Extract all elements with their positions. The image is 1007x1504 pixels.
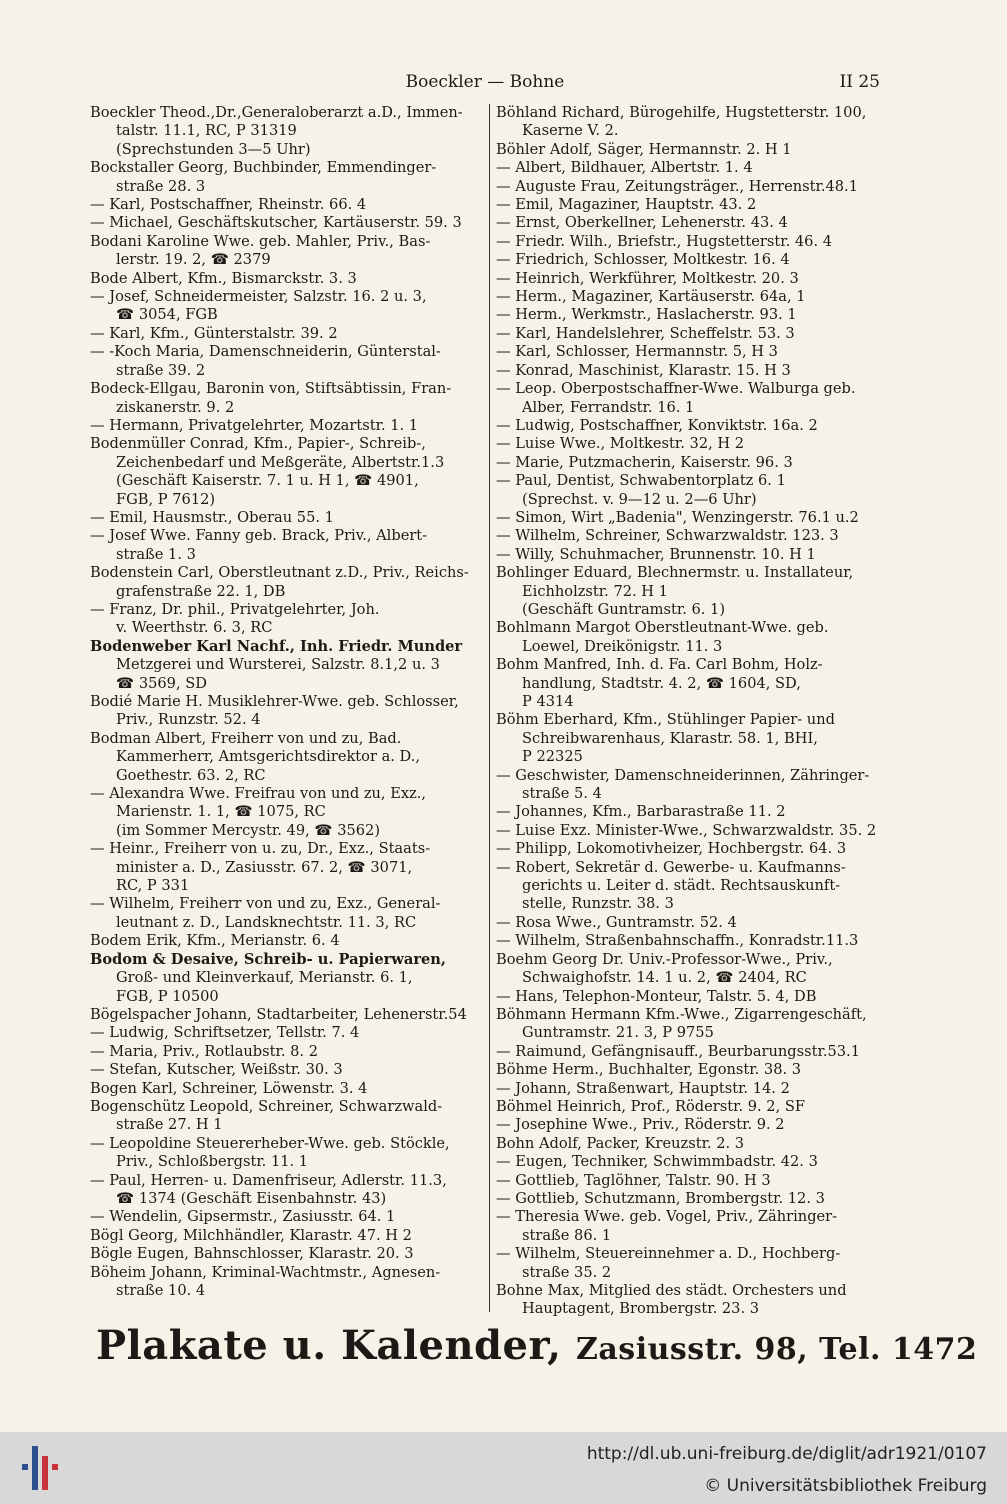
entry-continuation: (Geschäft Kaiserstr. 7. 1 u. H 1, ☎ 4901, bbox=[116, 472, 419, 490]
entry-continuation: straße 5. 4 bbox=[522, 785, 602, 803]
directory-entry bbox=[90, 1264, 484, 1301]
entry-line: — Eugen, Techniker, Schwimmbadstr. 42. 3 bbox=[496, 1153, 818, 1171]
entry-line: Bodani Karoline Wwe. geb. Mahler, Priv., Bas- bbox=[90, 232, 431, 250]
entry-line: Bogenschütz Leopold, Schreiner, Schwarzwald- bbox=[90, 1097, 443, 1115]
entry-continuation: FGB, P 10500 bbox=[116, 987, 219, 1005]
entry-continuation: ☎ 3569, SD bbox=[116, 674, 207, 692]
directory-entry bbox=[496, 840, 880, 858]
advert-address: Zasiusstr. 98, Tel. 1472 bbox=[575, 1332, 978, 1367]
entry-continuation: minister a. D., Zasiusstr. 67. 2, ☎ 3071, bbox=[116, 858, 413, 876]
directory-entry bbox=[496, 527, 880, 545]
directory-entry bbox=[496, 214, 880, 232]
entry-line: Bodom & Desaive, Schreib- u. Papierwaren, bbox=[90, 950, 446, 968]
directory-entry bbox=[496, 546, 880, 564]
directory-entry bbox=[90, 840, 484, 895]
entry-line: Bode Albert, Kfm., Bismarckstr. 3. 3 bbox=[90, 269, 357, 287]
directory-entry bbox=[90, 932, 484, 950]
entry-line: Bögle Eugen, Bahnschlosser, Klarastr. 20. 3 bbox=[90, 1245, 414, 1263]
directory-entry bbox=[496, 270, 880, 288]
entry-line: Bodenstein Carl, Oberstleutnant z.D., Priv., Reichs- bbox=[90, 564, 469, 582]
directory-entry bbox=[496, 564, 880, 619]
entry-line: — Herm., Magaziner, Kartäuserstr. 64a, 1 bbox=[496, 288, 806, 306]
directory-entry bbox=[496, 822, 880, 840]
directory-entry bbox=[496, 325, 880, 343]
entry-line: Bohlmann Margot Oberstleutnant-Wwe. geb. bbox=[496, 619, 829, 637]
directory-entry bbox=[496, 1043, 880, 1061]
directory-entry bbox=[496, 288, 880, 306]
directory-entry bbox=[90, 1227, 484, 1245]
entry-continuation: (Sprechstunden 3—5 Uhr) bbox=[116, 140, 311, 158]
directory-entry bbox=[496, 767, 880, 804]
directory-entry bbox=[90, 601, 484, 638]
entry-line: Bögl Georg, Milchhändler, Klarastr. 47. H 2 bbox=[90, 1226, 412, 1244]
right-column bbox=[496, 104, 880, 1319]
library-logo-icon bbox=[18, 1442, 68, 1494]
entry-line: — Emil, Magaziner, Hauptstr. 43. 2 bbox=[496, 196, 757, 214]
entry-line: — Gottlieb, Taglöhner, Talstr. 90. H 3 bbox=[496, 1171, 771, 1189]
entry-line: — Karl, Postschaffner, Rheinstr. 66. 4 bbox=[90, 196, 367, 214]
directory-entry bbox=[496, 951, 880, 988]
entry-line: Böhme Herm., Buchhalter, Egonstr. 38. 3 bbox=[496, 1061, 802, 1079]
directory-entry bbox=[496, 859, 880, 914]
entry-continuation: Schwaighofstr. 14. 1 u. 2, ☎ 2404, RC bbox=[522, 969, 807, 987]
entry-continuation: Kammerherr, Amtsgerichtsdirektor a. D., bbox=[116, 748, 421, 766]
entry-continuation: RC, P 331 bbox=[116, 877, 190, 895]
entry-line: — Josephine Wwe., Priv., Röderstr. 9. 2 bbox=[496, 1116, 785, 1134]
directory-entry bbox=[496, 1006, 880, 1043]
entry-line: Bodeck-Ellgau, Baronin von, Stiftsäbtissin, Fran- bbox=[90, 380, 452, 398]
entry-line: — Luise Exz. Minister-Wwe., Schwarzwaldstr. 35. 2 bbox=[496, 821, 877, 839]
directory-entry bbox=[496, 1282, 880, 1319]
entry-line: — Paul, Dentist, Schwabentorplatz 6. 1 bbox=[496, 472, 786, 490]
advert-main: Plakate u. Kalender, bbox=[96, 1322, 562, 1369]
entry-continuation: leutnant z. D., Landsknechtstr. 11. 3, RC bbox=[116, 913, 417, 931]
entry-continuation: FGB, P 7612) bbox=[116, 490, 216, 508]
entry-line: Boeckler Theod.,Dr.,Generaloberarzt a.D., Immen- bbox=[90, 104, 463, 121]
directory-entry bbox=[496, 1245, 880, 1282]
entry-line: Bodenmüller Conrad, Kfm., Papier-, Schreib-, bbox=[90, 435, 426, 453]
entry-line: — Wendelin, Gipsermstr., Zasiusstr. 64. 1 bbox=[90, 1208, 396, 1226]
directory-entry bbox=[90, 527, 484, 564]
entry-continuation: Marienstr. 1. 1, ☎ 1075, RC bbox=[116, 803, 326, 821]
entry-line: — Paul, Herren- u. Damenfriseur, Adlerstr. 11.3, bbox=[90, 1171, 447, 1189]
entry-continuation: Guntramstr. 21. 3, P 9755 bbox=[522, 1024, 714, 1042]
entry-line: — Karl, Schlosser, Hermannstr. 5, H 3 bbox=[496, 343, 778, 361]
directory-entry bbox=[90, 1172, 484, 1209]
directory-entry bbox=[90, 730, 484, 785]
directory-entry bbox=[496, 454, 880, 472]
directory-entry bbox=[90, 1135, 484, 1172]
entry-line: — Marie, Putzmacherin, Kaiserstr. 96. 3 bbox=[496, 453, 793, 471]
entry-continuation: straße 10. 4 bbox=[116, 1282, 206, 1299]
entry-continuation: Kaserne V. 2. bbox=[522, 122, 619, 140]
entry-line: Bodié Marie H. Musiklehrer-Wwe. geb. Schlosser, bbox=[90, 693, 459, 710]
entry-line: Boehm Georg Dr. Univ.-Professor-Wwe., Priv., bbox=[496, 950, 833, 968]
entry-line: — Heinrich, Werkführer, Moltkestr. 20. 3 bbox=[496, 269, 799, 287]
directory-entry bbox=[90, 1043, 484, 1061]
entry-continuation: straße 1. 3 bbox=[116, 545, 196, 563]
entry-continuation: Eichholzstr. 72. H 1 bbox=[522, 582, 668, 600]
entry-line: Bohlinger Eduard, Blechnermstr. u. Installateur, bbox=[496, 564, 854, 582]
page-header bbox=[90, 72, 880, 96]
entry-line: Bodenweber Karl Nachf., Inh. Friedr. Munder bbox=[90, 637, 463, 655]
directory-entry bbox=[496, 914, 880, 932]
directory-entry bbox=[90, 1024, 484, 1042]
entry-line: — Ludwig, Schriftsetzer, Tellstr. 7. 4 bbox=[90, 1024, 360, 1042]
directory-entry bbox=[90, 159, 484, 196]
entry-continuation: Goethestr. 63. 2, RC bbox=[116, 766, 266, 784]
entry-line: — Willy, Schuhmacher, Brunnenstr. 10. H 1 bbox=[496, 545, 816, 563]
entry-line: Bögelspacher Johann, Stadtarbeiter, Lehenerstr.54 bbox=[90, 1005, 467, 1023]
entry-continuation: Schreibwarenhaus, Klarastr. 58. 1, BHI, bbox=[522, 729, 818, 747]
entry-line: — Rosa Wwe., Guntramstr. 52. 4 bbox=[496, 913, 737, 931]
directory-entry bbox=[496, 343, 880, 361]
entry-continuation: gerichts u. Leiter d. städt. Rechtsauskunft- bbox=[522, 877, 841, 895]
directory-entry bbox=[90, 564, 484, 601]
directory-entry bbox=[90, 233, 484, 270]
directory-entry bbox=[496, 1190, 880, 1208]
entry-line: — Ernst, Oberkellner, Lehenerstr. 43. 4 bbox=[496, 214, 788, 232]
entry-line: Bodman Albert, Freiherr von und zu, Bad. bbox=[90, 729, 402, 747]
directory-entry bbox=[90, 1006, 484, 1024]
entry-continuation: lerstr. 19. 2, ☎ 2379 bbox=[116, 251, 271, 269]
entry-line: Bohne Max, Mitglied des städt. Orchesters und bbox=[496, 1282, 847, 1299]
entry-line: — Maria, Priv., Rotlaubstr. 8. 2 bbox=[90, 1042, 318, 1060]
entry-continuation: (im Sommer Mercystr. 49, ☎ 3562) bbox=[116, 821, 381, 839]
entry-line: — Raimund, Gefängnisauff., Beurbarungsstr.53.1 bbox=[496, 1042, 860, 1060]
directory-entry bbox=[496, 1208, 880, 1245]
directory-entry bbox=[496, 472, 880, 509]
entry-continuation: P 4314 bbox=[522, 693, 574, 710]
directory-entry bbox=[496, 1080, 880, 1098]
directory-entry bbox=[496, 1116, 880, 1134]
entry-line: — Heinr., Freiherr von u. zu, Dr., Exz., Staats- bbox=[90, 840, 431, 858]
entry-line: — Friedr. Wilh., Briefstr., Hugstetterstr. 46. 4 bbox=[496, 232, 833, 250]
directory-entry bbox=[496, 1061, 880, 1079]
entry-line: — Auguste Frau, Zeitungsträger., Herrenstr.48.1 bbox=[496, 177, 858, 195]
entry-continuation: straße 35. 2 bbox=[522, 1263, 612, 1281]
entry-continuation: v. Weerthstr. 6. 3, RC bbox=[116, 619, 273, 637]
directory-entry bbox=[496, 233, 880, 251]
entry-line: — Josef, Schneidermeister, Salzstr. 16. 2 u. 3, bbox=[90, 288, 427, 306]
entry-line: — Albert, Bildhauer, Albertstr. 1. 4 bbox=[496, 159, 753, 177]
entry-continuation: grafenstraße 22. 1, DB bbox=[116, 582, 286, 600]
entry-line: — Karl, Kfm., Günterstalstr. 39. 2 bbox=[90, 324, 338, 342]
directory-entry bbox=[90, 895, 484, 932]
entry-line: — Wilhelm, Schreiner, Schwarzwaldstr. 123. 3 bbox=[496, 527, 839, 545]
entry-line: — Philipp, Lokomotivheizer, Hochbergstr. 64. 3 bbox=[496, 840, 847, 858]
directory-entry bbox=[90, 435, 484, 509]
entry-continuation: Priv., Schloßbergstr. 11. 1 bbox=[116, 1153, 309, 1171]
directory-entry bbox=[90, 325, 484, 343]
directory-entry bbox=[90, 380, 484, 417]
directory-entry bbox=[90, 1061, 484, 1079]
directory-entry bbox=[496, 380, 880, 417]
entry-continuation: (Geschäft Guntramstr. 6. 1) bbox=[522, 600, 726, 618]
entry-line: — Robert, Sekretär d. Gewerbe- u. Kaufmanns- bbox=[496, 858, 846, 876]
directory-entry bbox=[90, 951, 484, 1006]
entry-line: Böhmel Heinrich, Prof., Röderstr. 9. 2, SF bbox=[496, 1097, 805, 1115]
directory-entry bbox=[90, 1098, 484, 1135]
entry-continuation: Loewel, Dreikönigstr. 11. 3 bbox=[522, 637, 723, 655]
entry-continuation: handlung, Stadtstr. 4. 2, ☎ 1604, SD, bbox=[522, 674, 801, 692]
entry-continuation: ☎ 3054, FGB bbox=[116, 306, 218, 324]
directory-entry bbox=[496, 435, 880, 453]
directory-entry bbox=[496, 196, 880, 214]
directory-entry bbox=[496, 803, 880, 821]
entry-continuation: Priv., Runzstr. 52. 4 bbox=[116, 711, 261, 729]
entry-line: — Josef Wwe. Fanny geb. Brack, Priv., Albert- bbox=[90, 527, 428, 545]
directory-entry bbox=[496, 711, 880, 766]
directory-entry bbox=[496, 362, 880, 380]
entry-continuation: Zeichenbedarf und Meßgeräte, Albertstr.1.3 bbox=[116, 453, 445, 471]
directory-entry bbox=[90, 288, 484, 325]
directory-entry bbox=[496, 159, 880, 177]
entry-line: — Alexandra Wwe. Freifrau von und zu, Exz., bbox=[90, 785, 427, 803]
entry-line: — Stefan, Kutscher, Weißstr. 30. 3 bbox=[90, 1061, 343, 1079]
entry-line: Bohn Adolf, Packer, Kreuzstr. 2. 3 bbox=[496, 1134, 745, 1152]
entry-continuation: ☎ 1374 (Geschäft Eisenbahnstr. 43) bbox=[116, 1189, 387, 1207]
directory-entry bbox=[90, 1080, 484, 1098]
directory-entry bbox=[496, 178, 880, 196]
directory-entry bbox=[496, 417, 880, 435]
entry-line: — Emil, Hausmstr., Oberau 55. 1 bbox=[90, 508, 334, 526]
directory-entry bbox=[496, 509, 880, 527]
entry-line: — Theresia Wwe. geb. Vogel, Priv., Zähringer- bbox=[496, 1208, 838, 1226]
entry-line: Böhler Adolf, Säger, Hermannstr. 2. H 1 bbox=[496, 140, 792, 158]
directory-entry bbox=[496, 1153, 880, 1171]
entry-line: — Simon, Wirt „Badenia", Wenzingerstr. 76.1 u.2 bbox=[496, 508, 859, 526]
directory-entry bbox=[496, 141, 880, 159]
entry-line: Böheim Johann, Kriminal-Wachtmstr., Agnesen- bbox=[90, 1263, 441, 1281]
entry-continuation: straße 27. H 1 bbox=[116, 1116, 223, 1134]
directory-entry bbox=[90, 1208, 484, 1226]
entry-line: Bohm Manfred, Inh. d. Fa. Carl Bohm, Holz- bbox=[496, 656, 823, 674]
entry-line: — Leop. Oberpostschaffner-Wwe. Walburga geb. bbox=[496, 380, 856, 398]
entry-continuation: straße 28. 3 bbox=[116, 177, 206, 195]
directory-entry bbox=[90, 693, 484, 730]
entry-line: — Hans, Telephon-Monteur, Talstr. 5. 4, DB bbox=[496, 987, 817, 1005]
directory-entry bbox=[90, 1245, 484, 1263]
entry-continuation: Alber, Ferrandstr. 16. 1 bbox=[522, 398, 695, 416]
entry-line: — Leopoldine Steuererheber-Wwe. geb. Stöckle, bbox=[90, 1134, 450, 1152]
directory-entry bbox=[90, 270, 484, 288]
directory-entry bbox=[496, 656, 880, 711]
entry-line: — Herm., Werkmstr., Haslacherstr. 93. 1 bbox=[496, 306, 797, 324]
directory-entry bbox=[90, 785, 484, 840]
entry-continuation: talstr. 11.1, RC, P 31319 bbox=[116, 122, 297, 140]
directory-entry bbox=[90, 196, 484, 214]
left-column bbox=[90, 104, 484, 1300]
entry-continuation: Metzgerei und Wursterei, Salzstr. 8.1,2 u. 3 bbox=[116, 656, 440, 674]
entry-line: Bodem Erik, Kfm., Merianstr. 6. 4 bbox=[90, 932, 340, 950]
entry-continuation: P 22325 bbox=[522, 748, 583, 766]
directory-entry bbox=[90, 509, 484, 527]
entry-line: — -Koch Maria, Damenschneiderin, Günterstal- bbox=[90, 343, 441, 361]
directory-entry bbox=[90, 214, 484, 232]
directory-entry bbox=[496, 306, 880, 324]
running-title: Boeckler — Bohne bbox=[405, 72, 565, 92]
page-number: II 25 bbox=[839, 72, 880, 92]
directory-entry bbox=[496, 1098, 880, 1116]
directory-entry bbox=[90, 104, 484, 159]
directory-entry bbox=[90, 417, 484, 435]
entry-line: — Ludwig, Postschaffner, Konviktstr. 16a. 2 bbox=[496, 416, 818, 434]
entry-continuation: Hauptagent, Brombergstr. 23. 3 bbox=[522, 1300, 760, 1318]
entry-line: Böhland Richard, Bürogehilfe, Hugstetterstr. 100, bbox=[496, 104, 867, 121]
entry-line: Bockstaller Georg, Buchbinder, Emmendinger- bbox=[90, 159, 437, 177]
entry-line: Böhm Eberhard, Kfm., Stühlinger Papier- und bbox=[496, 711, 835, 729]
directory-entry bbox=[90, 638, 484, 693]
entry-line: — Geschwister, Damenschneiderinnen, Zähringer- bbox=[496, 766, 870, 784]
entry-line: Bogen Karl, Schreiner, Löwenstr. 3. 4 bbox=[90, 1079, 368, 1097]
source-url-link[interactable]: http://dl.ub.uni-freiburg.de/diglit/adr1921/0107 bbox=[586, 1444, 987, 1464]
entry-line: — Johannes, Kfm., Barbarastraße 11. 2 bbox=[496, 803, 786, 821]
entry-continuation: (Sprechst. v. 9—12 u. 2—6 Uhr) bbox=[522, 490, 757, 508]
entry-continuation: ziskanerstr. 9. 2 bbox=[116, 398, 235, 416]
entry-line: — Wilhelm, Steuereinnehmer a. D., Hochberg- bbox=[496, 1245, 841, 1263]
entry-line: Böhmann Hermann Kfm.-Wwe., Zigarrengeschäft, bbox=[496, 1005, 867, 1023]
entry-continuation: straße 86. 1 bbox=[522, 1226, 612, 1244]
directory-entry bbox=[496, 104, 880, 141]
column-divider bbox=[489, 104, 490, 1312]
directory-entry bbox=[496, 932, 880, 950]
directory-entry bbox=[496, 619, 880, 656]
entry-line: — Gottlieb, Schutzmann, Brombergstr. 12. 3 bbox=[496, 1189, 825, 1207]
entry-line: — Karl, Handelslehrer, Scheffelstr. 53. 3 bbox=[496, 324, 795, 342]
entry-line: — Konrad, Maschinist, Klarastr. 15. H 3 bbox=[496, 361, 791, 379]
entry-line: — Johann, Straßenwart, Hauptstr. 14. 2 bbox=[496, 1079, 790, 1097]
directory-entry bbox=[496, 1135, 880, 1153]
entry-line: — Hermann, Privatgelehrter, Mozartstr. 1. 1 bbox=[90, 416, 419, 434]
entry-line: — Wilhelm, Freiherr von und zu, Exz., General- bbox=[90, 895, 441, 913]
advertisement-line bbox=[96, 1322, 978, 1369]
entry-line: — Wilhelm, Straßenbahnschaffn., Konradstr.11.3 bbox=[496, 932, 859, 950]
directory-entry bbox=[496, 1172, 880, 1190]
directory-entry bbox=[496, 251, 880, 269]
directory-entry bbox=[90, 343, 484, 380]
entry-line: — Michael, Geschäftskutscher, Kartäuserstr. 59. 3 bbox=[90, 214, 462, 232]
entry-line: — Luise Wwe., Moltkestr. 32, H 2 bbox=[496, 435, 745, 453]
entry-continuation: stelle, Runzstr. 38. 3 bbox=[522, 895, 674, 913]
entry-line: — Friedrich, Schlosser, Moltkestr. 16. 4 bbox=[496, 251, 790, 269]
copyright-notice: © Universitätsbibliothek Freiburg bbox=[704, 1476, 987, 1496]
entry-continuation: straße 39. 2 bbox=[116, 361, 206, 379]
entry-line: — Franz, Dr. phil., Privatgelehrter, Joh. bbox=[90, 600, 380, 618]
entry-continuation: Groß- und Kleinverkauf, Merianstr. 6. 1, bbox=[116, 969, 413, 987]
viewer-footer bbox=[0, 1432, 1007, 1504]
directory-entry bbox=[496, 988, 880, 1006]
